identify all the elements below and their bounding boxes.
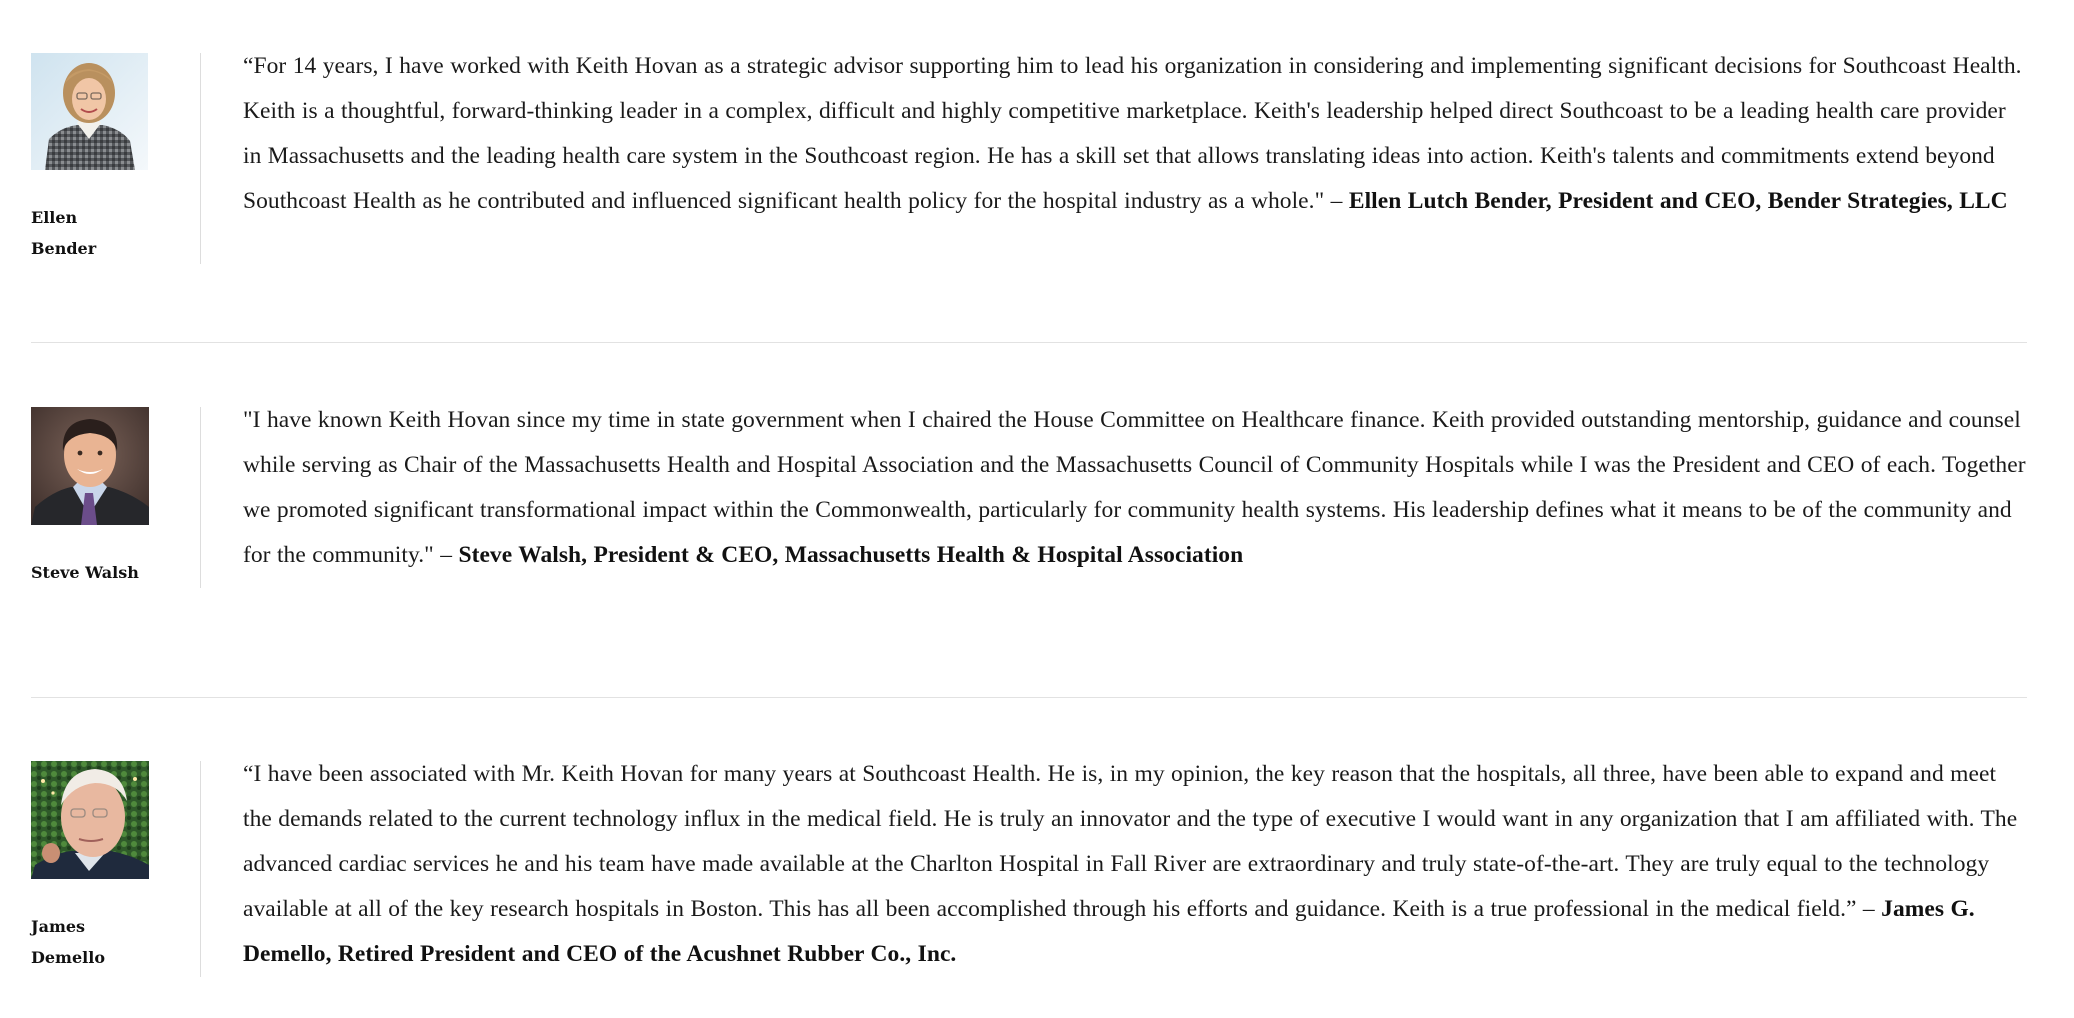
person-name: James Demello [31,917,105,967]
avatar-ellen-bender [31,53,148,170]
testimonial-james-demello [31,761,2027,977]
quote-text: "I have known Keith Hovan since my time in state government when I chaired the House Committee on Healthcare finance. Keith provided outstanding mentorship, guidance and counsel while serving as Chair of the Massachusetts Health and Hospital Association and the Massachusetts Council of Community Hospitals while I was the President and CEO of each. Together we promoted significant transformational impact within the Commonwealth, particularly for community health systems. His leadership defines what it means to be of the community and for the community." – [243,407,2026,568]
quote-text: “For 14 years, I have worked with Keith Hovan as a strategic advisor supporting him to lead his organization in considering and implementing significant decisions for Southcoast Health. Keith is a thoughtful, forward-thinking leader in a complex, difficult and highly competitive marketplace. Keith's leadership helped direct Southcoast to be a leading health care provider in Massachusetts and the leading health care system in the Southcoast region. He has a skill set that allows translating ideas into action. Keith's talents and commitments extend beyond Southcoast Health as he contributed and influenced significant health policy for the hospital industry as a whole." – [243,53,2022,214]
avatar-james-demello [31,761,149,879]
person-name: Steve Walsh [31,563,139,582]
quote-attribution: James G. Demello, Retired President and CEO of the Acushnet Rubber Co., Inc. [243,896,1975,967]
testimonial-ellen-bender [31,53,2027,264]
testimonial-person [31,53,201,264]
testimonial-person [31,407,201,588]
quote-attribution: Ellen Lutch Bender, President and CEO, Bender Strategies, LLC [1348,188,2008,214]
quote-attribution: Steve Walsh, President & CEO, Massachusetts Health & Hospital Association [458,542,1244,568]
portrait-older-man-icon [31,761,149,879]
testimonial-steve-walsh [31,407,2027,588]
avatar-steve-walsh [31,407,149,525]
divider [31,697,2027,698]
person-name: Ellen Bender [31,208,97,258]
testimonial-quote [243,44,2027,224]
quote-text: “I have been associated with Mr. Keith Hovan for many years at Southcoast Health. He is, in my opinion, the key reason that the hospitals, all three, have been able to expand and meet the demands related to the current technology influx in the medical field. He is truly an innovator and the type of executive I would want in any organization that I am affiliated with. The advanced cardiac services he and his team have made available at the Charlton Hospital in Fall River are extraordinary and truly state-of-the-art. They are truly equal to the technology available at all of the key research hospitals in Boston. This has all been accomplished through his efforts and guidance. Keith is a true professional in the medical field.” – [243,761,2018,922]
portrait-man-icon [31,407,149,525]
portrait-woman-icon [31,53,148,170]
testimonial-quote [243,752,2027,977]
divider [31,342,2027,343]
testimonial-quote [243,398,2027,578]
testimonial-person [31,761,201,977]
